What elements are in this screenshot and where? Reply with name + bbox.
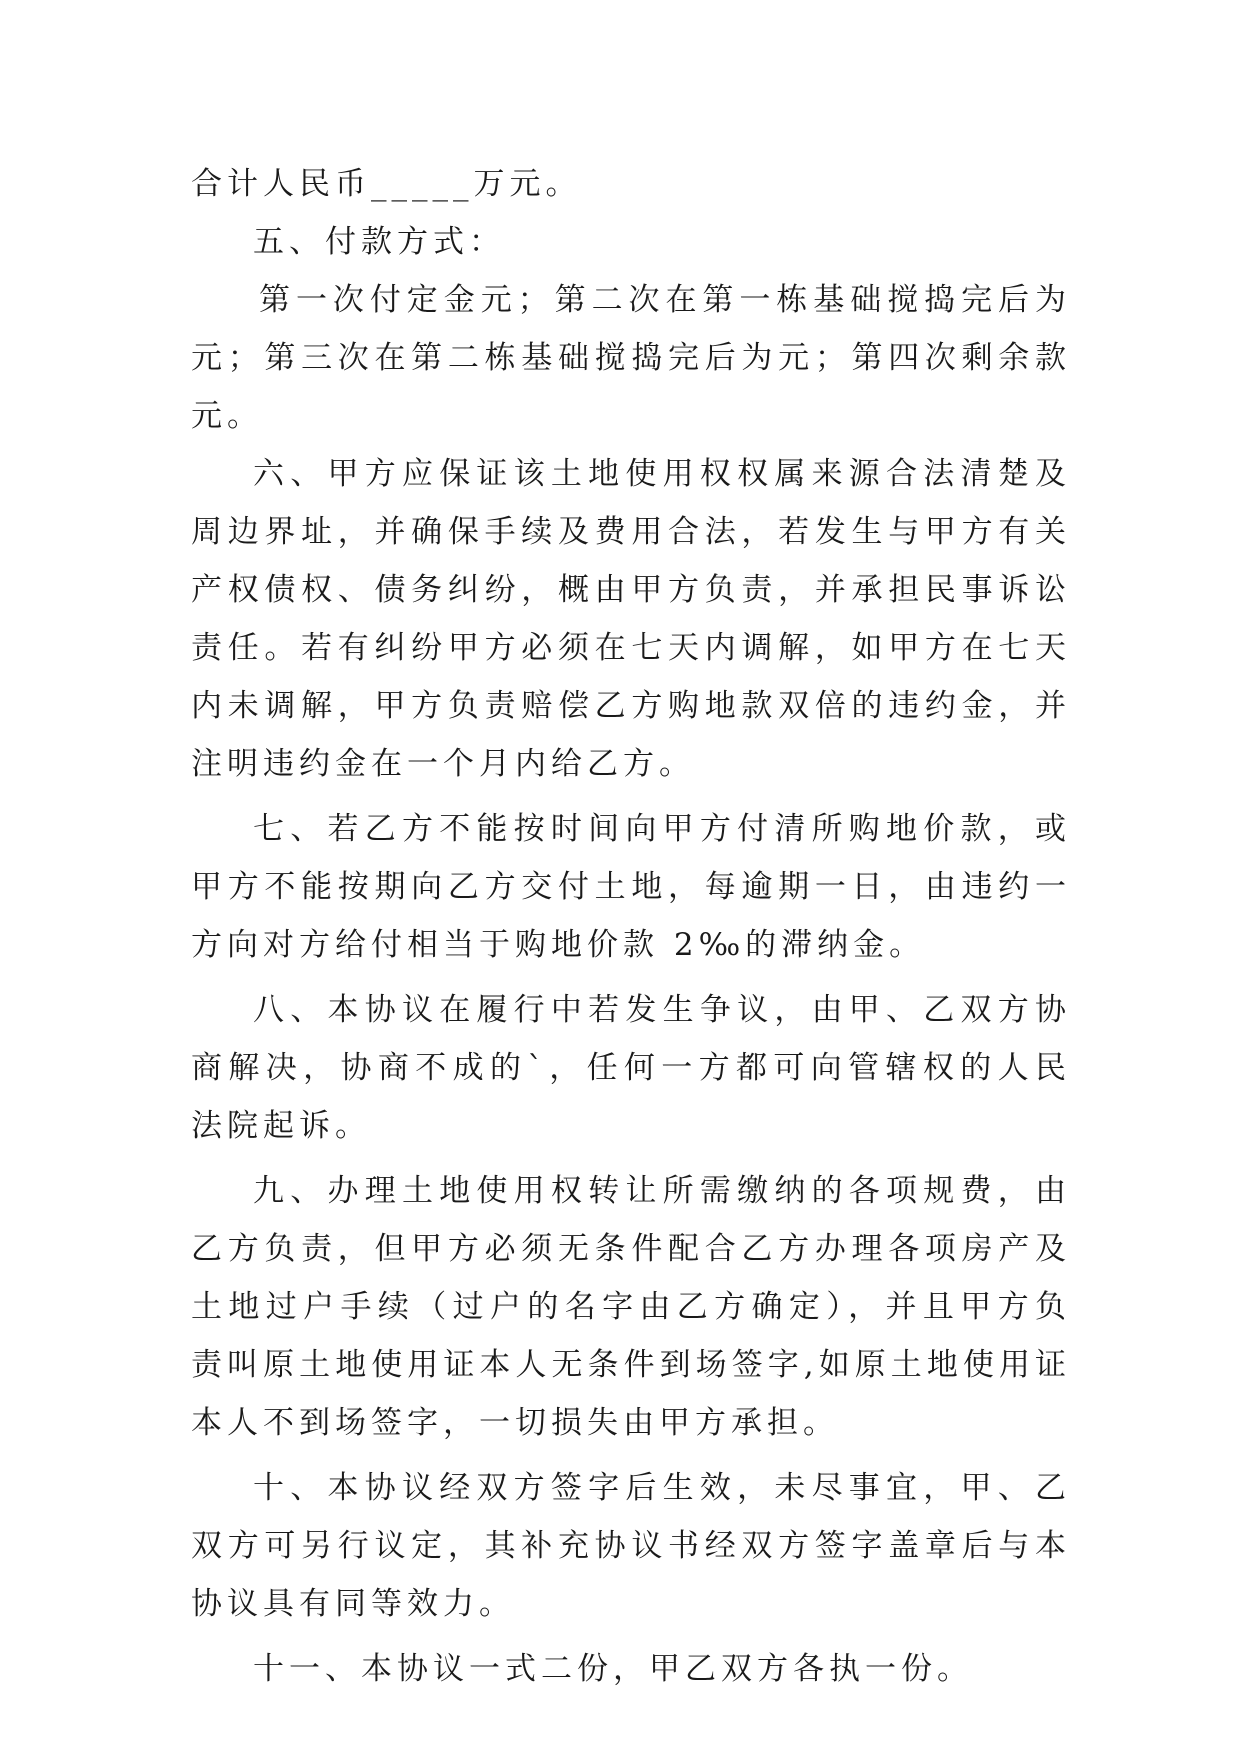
paragraph-payment-schedule: 第一次付定金元；第二次在第一栋基础搅捣完后为元；第三次在第二栋基础搅捣完后为元；第四次剩余款元。: [191, 282, 1071, 434]
paragraph-clause-9: 九、办理土地使用权转让所需缴纳的各项规费，由乙方负责，但甲方必须无条件配合乙方办理各项房产及土地过户手续（过户的名字由乙方确定），并且甲方负责叫原土地使用证本人无条件到场签字,如原土地使用证本人不到场签字，一切损失由甲方承担。: [191, 1173, 1071, 1441]
paragraph-payment-method-heading: 五、付款方式：: [253, 224, 505, 260]
paragraph-clause-11: 十一、本协议一式二份，甲乙双方各执一份。: [253, 1651, 973, 1687]
paragraph-total-amount: 合计人民币_____万元。: [191, 166, 582, 202]
document-body: [191, 155, 1071, 1698]
paragraph-clause-10: 十、本协议经双方签字后生效，未尽事宜，甲、乙双方可另行议定，其补充协议书经双方签字盖章后与本协议具有同等效力。: [191, 1470, 1071, 1622]
paragraph-clause-6: 六、甲方应保证该土地使用权权属来源合法清楚及周边界址，并确保手续及费用合法，若发生与甲方有关产权债权、债务纠纷，概由甲方负责，并承担民事诉讼责任。若有纠纷甲方必须在七天内调解，如甲方在七天内未调解，甲方负责赔偿乙方购地款双倍的违约金，并注明违约金在一个月内给乙方。: [191, 456, 1071, 782]
paragraph-clause-7: 七、若乙方不能按时间向甲方付清所购地价款，或甲方不能按期向乙方交付土地，每逾期一日，由违约一方向对方给付相当于购地价款 2‰的滞纳金。: [191, 811, 1071, 963]
paragraph-clause-8: 八、本协议在履行中若发生争议，由甲、乙双方协商解决，协商不成的`，任何一方都可向管辖权的人民法院起诉。: [191, 992, 1071, 1144]
